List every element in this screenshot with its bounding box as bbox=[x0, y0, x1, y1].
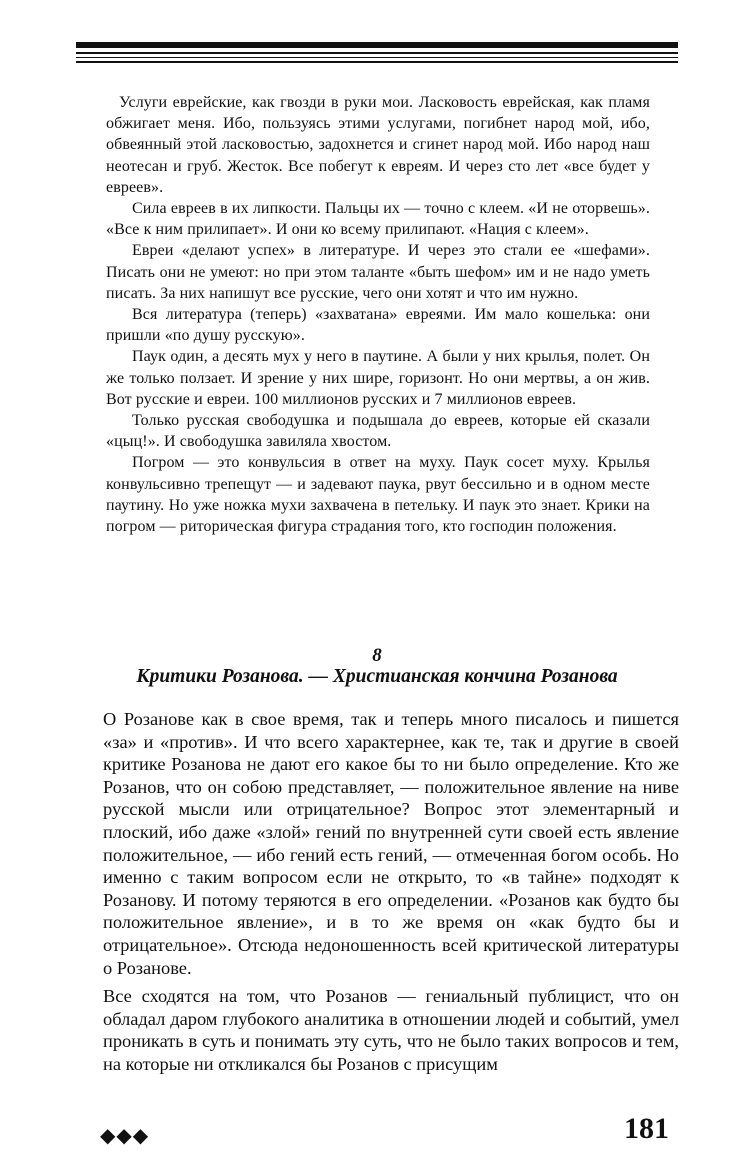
quote-paragraph: Только русская свободушка и подышала до евреев, которые ей сказали «цыц!». И свободушка завиляла хвостом. bbox=[106, 412, 650, 451]
header-rule-line bbox=[76, 61, 678, 63]
header-rule-line bbox=[76, 52, 678, 54]
quote-paragraph: Сила евреев в их липкости. Пальцы их — точно с клеем. «И не оторвешь». «Все к ним прилипает». И они ко всему прилипают. «Нация с клеем». bbox=[106, 200, 650, 239]
body-paragraph: О Розанове как в свое время, так и теперь много писалось и пишется «за» и «против». И что всего характернее, как те, так и другие в своей критике Розанова не дают его какое бы то ни было определение. Кто же Розанов, что он собою представляет, — положительное явление на ниве русской мысли или отрицательное? Вопрос этот элементарный и плоский, ибо даже «злой» гений по внутренней сути своей есть явление положительное, — ибо гений есть гений, — отмеченная богом особь. Но именно с таким вопросом если не открыто, то «в тайне» подходят к Розанову. И потому теряются в его определении. «Розанов как будто бы положительное явление», и в то же время он «как будто бы и отрицательное». Отсюда недоношенность всей критической литературы о Розанове. bbox=[103, 709, 679, 978]
quote-paragraph: Вся литература (теперь) «захватана» евреями. Им мало кошелька: они пришли «по душу русскую». bbox=[106, 306, 650, 345]
footer-ornament: ◆◆◆ bbox=[100, 1125, 150, 1147]
main-text bbox=[103, 708, 679, 1076]
header-rule-line bbox=[76, 57, 678, 58]
quote-block bbox=[106, 92, 650, 537]
header-rule bbox=[76, 42, 678, 68]
quote-paragraph: Услуги еврейские, как гвозди в руки мои. Ласковость еврейская, как пламя обжигает меня. Ибо, пользуясь этими услугами, погибнет народ мой, ибо, обвеянный этой ласковостью, задохнется и сгинет народ мой. Ибо народ наш неотесан и груб. Жесток. Все побегут к евреям. И через сто лет «все будет у евреев». bbox=[106, 94, 650, 196]
quote-paragraph: Паук один, а десять мух у него в паутине. А были у них крылья, полет. Он же только ползает. И зрение у них шире, горизонт. Но они мертвы, а он жив. Вот русские и евреи. 100 миллионов русских и 7 миллионов евреев. bbox=[106, 348, 650, 408]
quote-paragraph: Евреи «делают успех» в литературе. И через это стали ее «шефами». Писать они не умеют: но при этом таланте «быть шефом» им и не надо уметь писать. За них напишут все русские, чего они хотят и что им нужно. bbox=[106, 242, 650, 302]
page-number: 181 bbox=[624, 1112, 669, 1145]
section-title: Критики Розанова. — Христианская кончина Розанова bbox=[136, 666, 618, 687]
section-number: 8 bbox=[372, 645, 382, 666]
quote-paragraph: Погром — это конвульсия в ответ на муху. Паук сосет муху. Крылья конвульсивно трепещут — и задевают паука, рвут бессильно и в одном месте паутину. Но уже ножка мухи захвачена в петельку. И паук это знает. Крики на погром — риторическая фигура страдания того, кто господин положения. bbox=[106, 454, 650, 536]
header-rule-thick bbox=[76, 42, 678, 48]
body-paragraph: Все сходятся на том, что Розанов — гениальный публицист, что он обладал даром глубокого аналитика в отношении людей и событий, умел проникать в суть и понимать эту суть, что не было таких вопросов и тем, на которые ни откликался бы Розанов с присущим bbox=[103, 986, 679, 1074]
